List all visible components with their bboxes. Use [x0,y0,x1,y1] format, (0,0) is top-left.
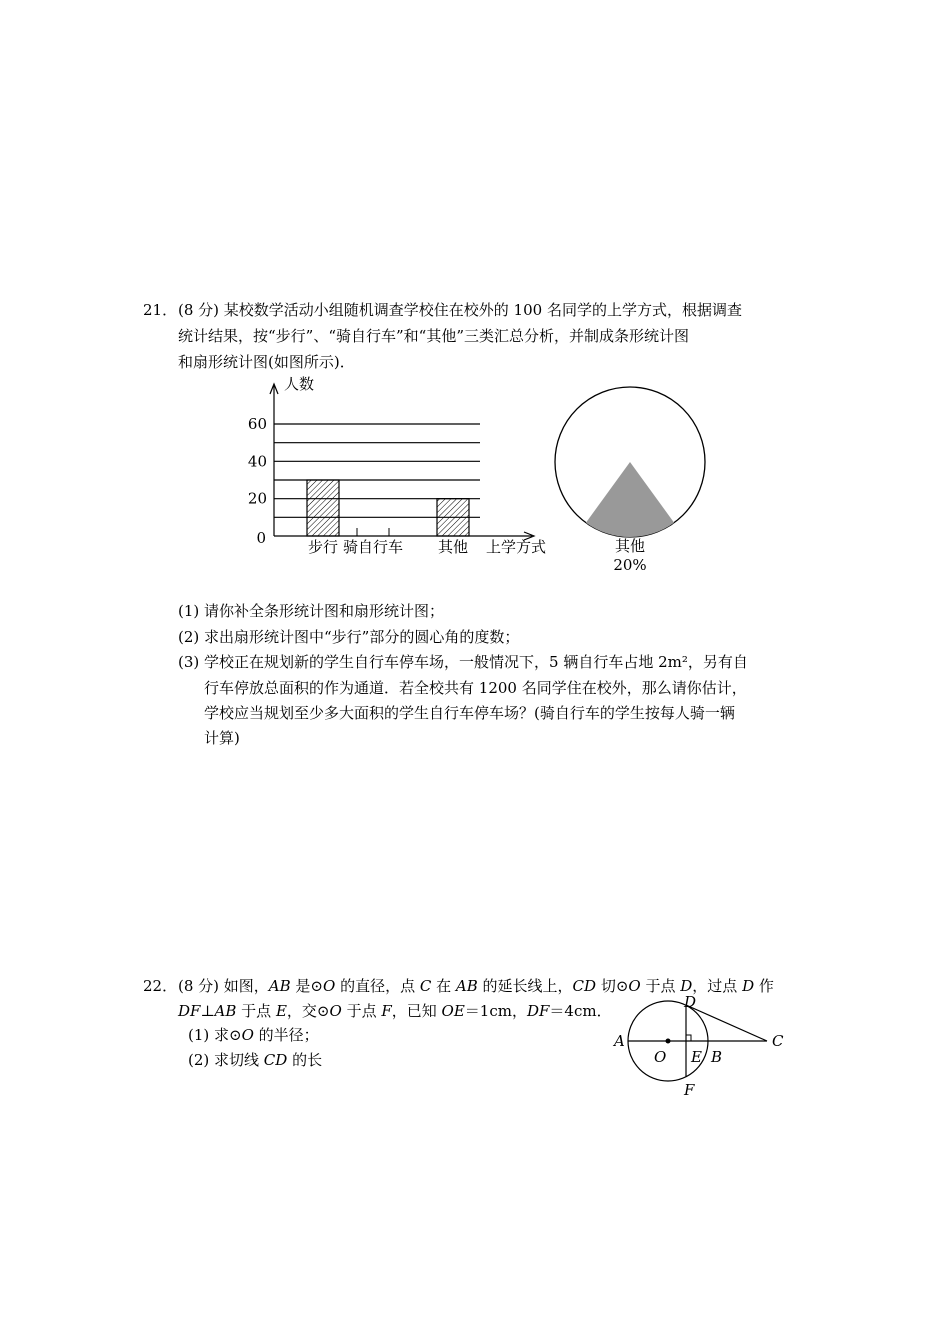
q21-line-2: 统计结果，按“步行”、“骑自行车”和“其他”三类汇总分析，并制成条形统计图 [178,327,690,345]
q22-sub-1: (1) 求⊙O 的半径； [188,1026,319,1044]
q22-number: 22． [143,977,178,995]
right-angle-mark [686,1035,691,1041]
bar-chart [240,370,570,580]
y-tick-label: 60 [247,415,267,433]
q22-line-2: DF⊥AB 于点 E，交⊙O 于点 F，已知 OE＝1cm，DF＝4cm． [178,1002,612,1020]
tangent-cd [686,1005,767,1041]
y-tick-label: 0 [256,529,266,547]
q21-sub-3-line-3: 学校应当规划至少多大面积的学生自行车停车场？(骑自行车的学生按每人骑一辆 [204,704,735,722]
q21-sub-2: (2) 求出扇形统计图中“步行”部分的圆心角的度数； [178,628,520,646]
label-a: A [614,1032,625,1050]
pie-label-other: 其他 [614,537,646,555]
label-c: C [772,1032,784,1050]
x-tick-label: 其他 [437,538,469,556]
q21-sub-3-line-1: (3) 学校正在规划新的学生自行车停车场，一般情况下，5 辆自行车占地 2m²，另有自 [178,653,748,671]
y-tick-label: 40 [247,452,267,471]
y-axis-label: 人数 [284,375,315,393]
bar-0 [307,480,339,536]
label-f: F [684,1081,695,1099]
x-tick-label: 骑自行车 [342,538,404,556]
q21-number: 21． [143,301,178,319]
q21-line-1: (8 分) 某校数学活动小组随机调查学校住在校外的 100 名同学的上学方式，根据调查 [178,301,742,319]
q21-line-3: 和扇形统计图(如图所示)． [178,353,355,371]
x-axis-label: 上学方式 [486,538,547,556]
label-e: E [691,1048,702,1066]
label-o: O [654,1048,667,1066]
q22-sub-2: (2) 求切线 CD 的长 [188,1051,323,1069]
label-d: D [684,993,697,1011]
q22-line-1: (8 分) 如图，AB 是⊙O 的直径，点 C 在 AB 的延长线上，CD 切⊙O 于点 D，过点 D 作 [178,977,774,995]
q21-sub-3-line-4: 计算) [204,729,240,747]
bar-2 [437,499,469,536]
q21-sub-3-line-2: 行车停放总面积的作为通道．若全校共有 1200 名同学住在校外，那么请你估计， [204,679,747,697]
pie-chart [548,384,718,584]
label-b: B [711,1048,723,1066]
x-tick-label: 步行 [307,538,339,556]
geometry-figure [605,990,790,1102]
q21-sub-1: (1) 请你补全条形统计图和扇形统计图； [178,602,445,620]
center-point [666,1039,671,1044]
y-tick-label: 20 [247,489,267,508]
pie-percent-other: 20% [613,556,647,574]
